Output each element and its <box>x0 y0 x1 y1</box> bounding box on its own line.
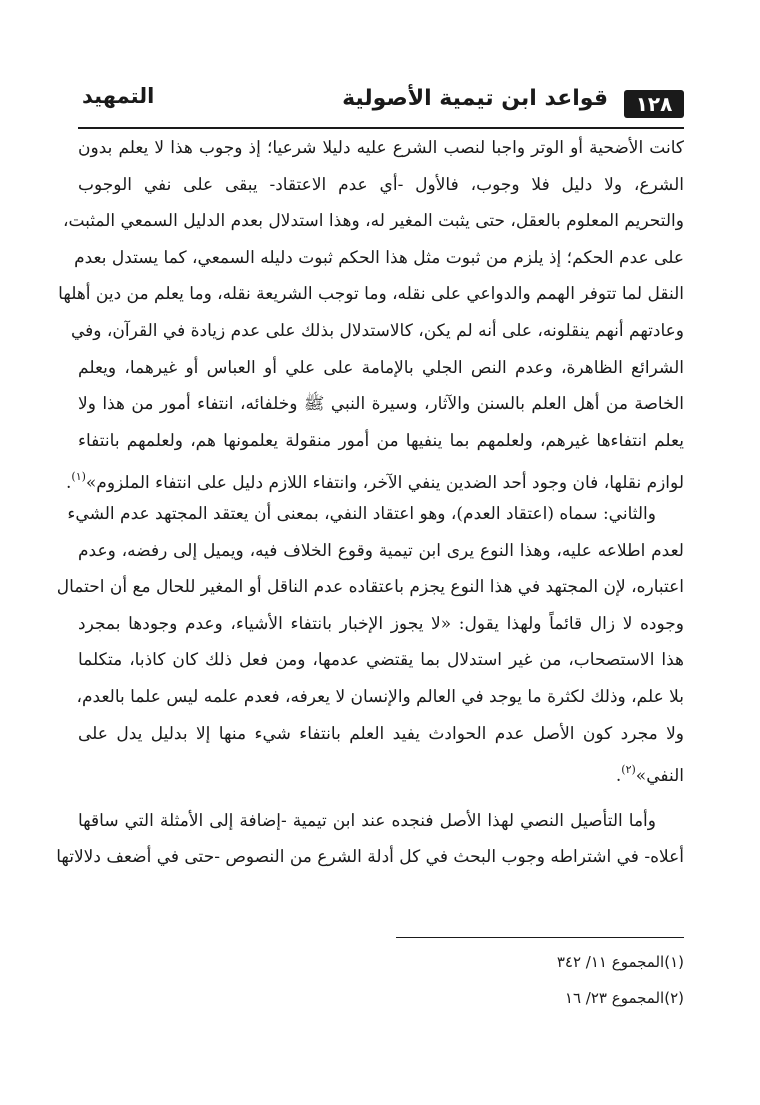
journal-title: التمهيد <box>82 84 155 108</box>
page-header <box>78 84 684 124</box>
footnote-2: (٢)المجموع ٢٣/ ١٦ <box>564 989 684 1007</box>
footnote-ref-1: (١) <box>71 470 86 484</box>
text-line: النفي»$^{(٢)}$. <box>615 763 684 787</box>
text-line: على عدم الحكم؛ إذ يلزم من ثبوت مثل هذا الحكم ثبوت دليله السمعي، كما يستدل بعدم <box>74 247 684 268</box>
text-line: كانت الأضحية أو الوتر واجبا لنصب الشرع عليه دليلا شرعيا؛ إذ وجوب هذا لا يعلم بدون <box>78 138 684 158</box>
text-line-content: لوازم نقلها، فان وجود أحد الضدين ينفي الآخر، وانتفاء اللازم دليل على انتفاء الملزوم» <box>85 473 684 494</box>
text-line: وجوده لا زال قائماً ولهذا يقول: «لا يجوز الإخبار بانتفاء الأشياء، وعدم وجودها بمجرد <box>78 613 684 634</box>
text-line: اعتباره، لإن المجتهد في هذا النوع يجزم باعتقاده عدم الناقل أو المغير للحال مع أن احتمال <box>56 577 684 598</box>
text-line: أعلاه- في اشتراطه وجوب البحث في كل أدلة الشرع من النصوص -حتى في أضعف دلالاتها <box>56 847 684 868</box>
paragraph-2 <box>56 496 684 789</box>
page-number: ١٢٨ <box>624 90 684 118</box>
text-line: لعدم اطلاعه عليه، وهذا النوع يرى ابن تيمية وقوع الخلاف فيه، ويميل إلى رفضه، وعدم <box>78 540 684 561</box>
text-line: لوازم نقلها، فان وجود أحد الضدين ينفي الآخر، وانتفاء اللازم دليل على انتفاء الملزوم»$^{(١)}$. <box>65 470 684 494</box>
text-line-content: النفي» <box>635 766 684 787</box>
body-text <box>56 130 684 876</box>
text-line: بلا علم، وذلك لكثرة ما يوجد في العالم والإنسان لا يعرفه، فعدم علمه ليس علما بالعدم، <box>76 686 684 707</box>
text-line: النقل لما تتوفر الهمم والدواعي على نقله، وما توجب الشريعة نقله، وما يعلم من دين أهلها <box>58 284 684 305</box>
book-title: قواعد ابن تيمية الأصولية <box>342 86 608 111</box>
footnotes <box>78 944 684 1016</box>
text-line: الشرع، ولا دليل فلا وجوب، فالأول -أي عدم الاعتقاد- يبقى على نفي الوجوب <box>78 174 684 195</box>
text-line: وعادتهم أنهم ينقلونه، على أنه لم يكن، كالاستدلال بذلك على عدم زيادة في القرآن، وفي <box>71 320 684 341</box>
footnote-ref-2: (٢) <box>621 763 636 777</box>
text-line: ولا مجرد كون الأصل عدم الحوادث يفيد العلم بانتفاء شيء منها إلا بدليل يدل على <box>78 723 684 744</box>
footnote-divider <box>396 937 684 938</box>
text-line: والثاني: سماه (اعتقاد العدم)، وهو اعتقاد النفي، بمعنى أن يعتقد المجتهد عدم الشيء <box>67 503 656 524</box>
paragraph-3 <box>56 803 684 876</box>
text-line: الشرائع الظاهرة، وعدم النص الجلي بالإمامة على علي أو العباس أو غيرهما، ويعلم <box>78 357 684 378</box>
text-line: يعلم انتفاءها غيرهم، ولعلمهم بما ينفيها من أمور منقولة يعلمونها هم، ولعلمهم بانتفاء <box>78 430 684 451</box>
text-line: هذا الاستصحاب، من غير استدلال بما يقتضي عدمها، ومن فعل ذلك كان كاذبا، متكلما <box>78 650 684 671</box>
footnote-1: (١)المجموع ١١/ ٣٤٢ <box>556 953 684 971</box>
text-line: والتحريم المعلوم بالعقل، حتى يثبت المغير له، وهذا استدلال بعدم الدليل السمعي المثبت، <box>62 211 684 232</box>
text-line: وأما التأصيل النصي لهذا الأصل فنجده عند ابن تيمية -إضافة إلى الأمثلة التي ساقها <box>78 810 656 831</box>
text-line: الخاصة من أهل العلم بالسنن والآثار، وسيرة النبي ﷺ وخلفائه، انتفاء أمور من هذا ولا <box>78 394 684 415</box>
paragraph-1 <box>58 130 684 496</box>
header-divider <box>78 127 684 129</box>
